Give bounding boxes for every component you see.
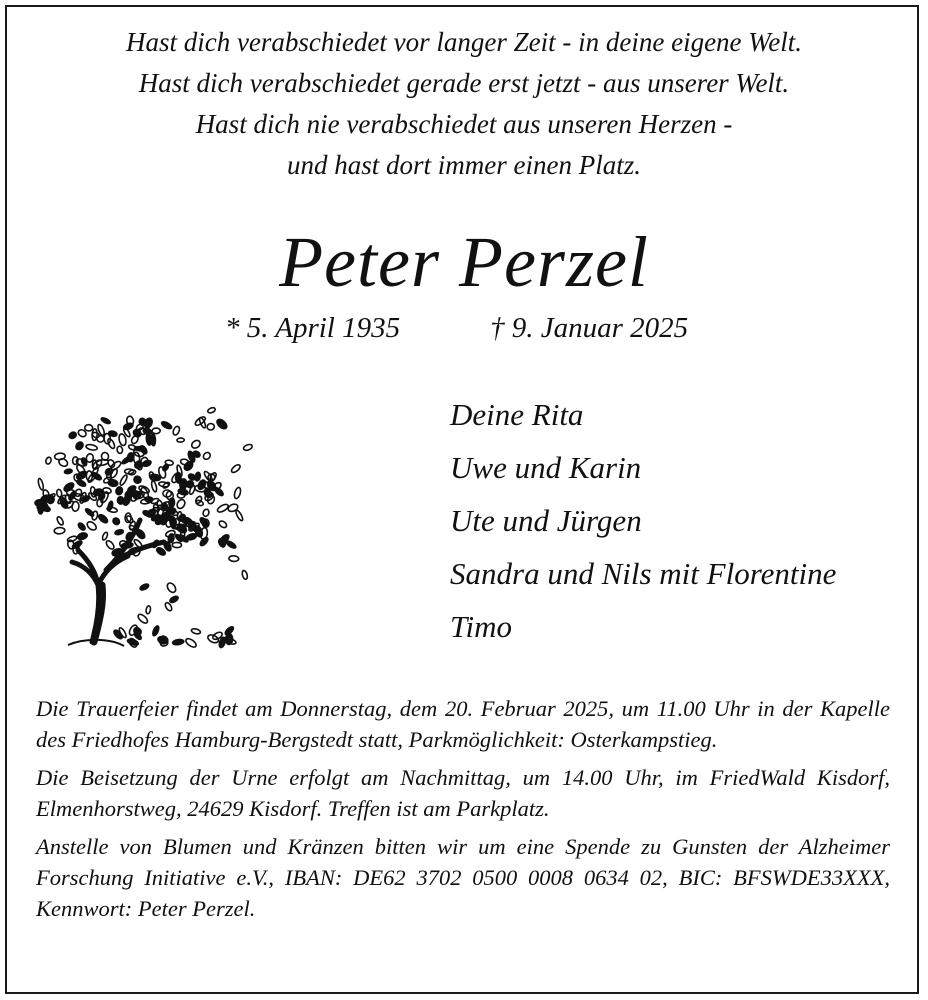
ceremony-info: Die Trauerfeier findet am Donnerstag, dem 20. Februar 2025, um 11.00 Uhr in der Kapelle des Friedhofes Hamburg-Bergstedt statt, Parkmöglichkeit: Osterkampstieg.: [36, 696, 890, 752]
mourners-list: [450, 388, 836, 653]
birth-date: * 5. April 1935: [225, 312, 401, 344]
death-date: † 9. Januar 2025: [490, 312, 689, 344]
poem-line: Hast dich nie verabschiedet aus unseren Herzen -: [195, 109, 733, 139]
poem-line: Hast dich verabschiedet gerade erst jetzt - aus unserer Welt.: [138, 68, 790, 98]
mourner-name: Deine Rita: [450, 397, 584, 432]
mourner-name: Timo: [450, 609, 513, 644]
mourner-name: Sandra und Nils mit Florentine: [450, 556, 837, 591]
donation-info: Anstelle von Blumen und Kränzen bitten wir um eine Spende zu Gunsten der Alzheimer Forschung Initiative e.V., IBAN: DE62 3702 0500 0008 0634 02, BIC: BFSWDE33XXX, Kennwort: Peter Perzel.: [36, 834, 890, 921]
mourner-name: Uwe und Karin: [450, 450, 642, 485]
windblown-tree-icon: [28, 380, 258, 655]
poem: [0, 22, 928, 186]
poem-line: und hast dort immer einen Platz.: [287, 150, 641, 180]
service-details: [36, 693, 890, 931]
poem-line: Hast dich verabschiedet vor langer Zeit - in deine eigene Welt.: [125, 27, 803, 57]
mourner-name: Ute und Jürgen: [450, 503, 642, 538]
deceased-name: Peter Perzel: [279, 222, 649, 302]
burial-info: Die Beisetzung der Urne erfolgt am Nachmittag, um 14.00 Uhr, im FriedWald Kisdorf, Elmenhorstweg, 24629 Kisdorf. Treffen ist am Parkplatz.: [36, 765, 890, 821]
